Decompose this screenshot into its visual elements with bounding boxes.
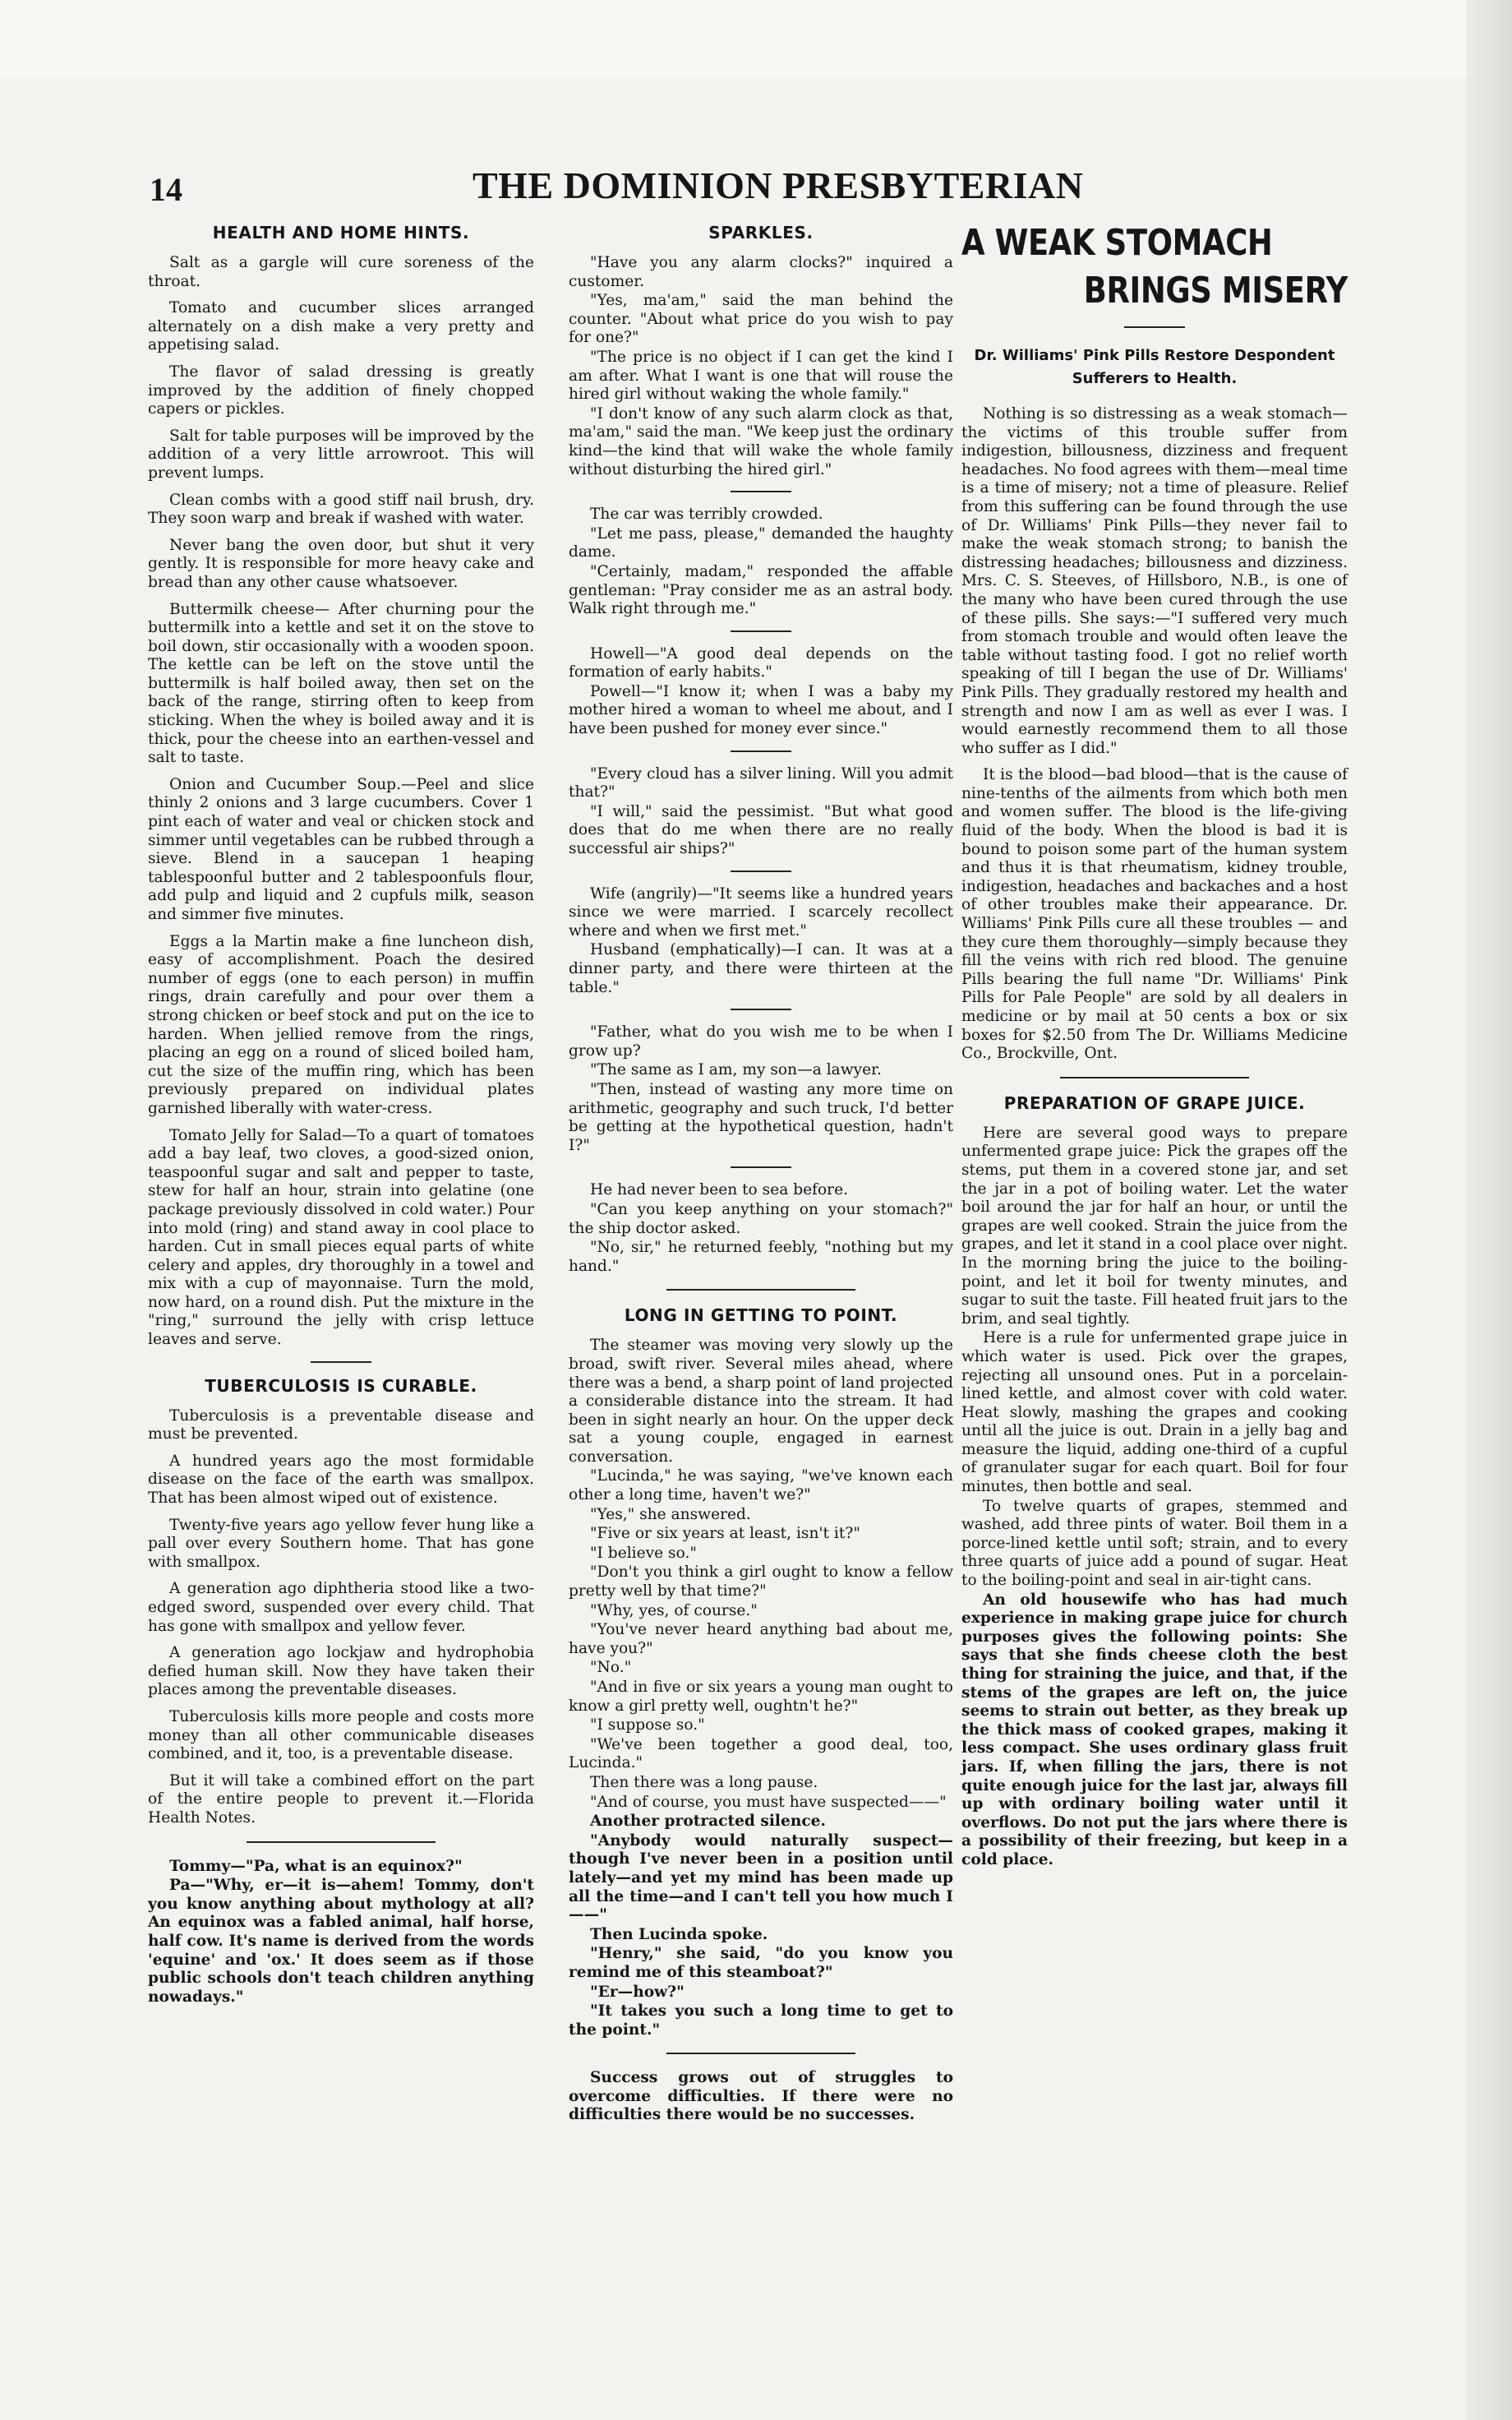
story-line: Then Lucinda spoke. — [590, 1925, 768, 1943]
tb-paragraph: Tuberculosis is a preventable disease and must be prevented. — [148, 1406, 534, 1443]
health-hint: Buttermilk cheese— After churning pour the buttermilk into a kettle and set it on the stove to boil down, stir occasionally with a wooden spoon. The kettle can be left on the stove until the buttermilk is half boiled away, then set on the back of the range, stirring often to keep from sticking. When the whey is boiled away and it is thick, pour the cheese into an earthen-vessel and salt to taste. — [148, 600, 534, 767]
joke-line: The car was terribly crowded. — [590, 506, 823, 524]
divider — [1124, 326, 1185, 328]
grape-paragraph: To twelve quarts of grapes, stemmed and washed, add three pints of water. Boil them in a porce-lined kettle until soft; strain, and to every three quarts of juice add a pound of sugar. Heat to the boiling-point and seal in air-tight cans. — [961, 1497, 1348, 1590]
health-hint: Never bang the oven door, but shut it very gently. It is responsible for more heavy cake and bread than any other cause whatsoever. — [148, 536, 534, 591]
long-in-getting-title: LONG IN GETTING TO POINT. — [624, 1305, 898, 1326]
divider — [666, 1289, 855, 1291]
sparkles-title: SPARKLES. — [708, 223, 814, 242]
tb-paragraph: A generation ago diphtheria stood like a two-edged sword, suspended over every child. That has gone with smallpox and yellow fever. — [148, 1580, 534, 1635]
health-hint: Salt as a gargle will cure soreness of the throat. — [148, 254, 534, 290]
joke-line: "Yes, ma'am," said the man behind the counter. "About what price do you wish to pay for one?" — [569, 292, 953, 347]
joke-line: Husband (emphatically)—I can. It was at a dinner party, and there were thirteen at the table." — [569, 941, 953, 996]
ad-headline-line-1: A WEAK STOMACH — [961, 222, 1273, 264]
story-line: "No." — [590, 1659, 632, 1677]
tuberculosis-title: TUBERCULOSIS IS CURABLE. — [205, 1375, 477, 1396]
tb-paragraph: But it will take a combined effort on the part of the entire people to prevent it.—Florida Health Notes. — [148, 1771, 534, 1827]
story-line: "Er—how?" — [590, 1983, 685, 2001]
divider — [731, 491, 791, 492]
story-line: Another protracted silence. — [590, 1813, 826, 1831]
story-line: "Henry," she said, "do you know you remind me of this steamboat?" — [569, 1945, 953, 1981]
story-line: "I suppose so." — [590, 1716, 705, 1734]
divider — [247, 1841, 436, 1843]
newspaper-page — [148, 160, 1348, 2314]
health-hint: Eggs a la Martin make a fine luncheon dish, easy of accomplishment. Poach the desired number of eggs (one to each person) in muffin rings, drain carefully and pour over them a strong chicken or beef stock and put on the ice to harden. When jellied remove from the rings, placing an egg on a round of sliced boiled ham, cut the size of the muffin ring, which has been previously prepared on individual plates garnished liberally with water-cress. — [148, 932, 534, 1117]
divider — [731, 630, 791, 632]
success-quote: Success grows out of struggles to overcome difficulties. If there were no difficulties there would be no successes. — [569, 2069, 953, 2124]
top-margin — [0, 0, 1512, 78]
joke-line: "I don't know of any such alarm clock as that, ma'am," said the man. "We keep just the ordinary kind—the kind that will wake the whole family without disturbing the hired girl." — [569, 404, 953, 478]
column-1 — [148, 219, 534, 2015]
grape-paragraph: An old housewife who has had much experience in making grape juice for church purposes gives the following points: She says that she finds cheese cloth the best thing for straining the juice, and that, if the stems of the grapes are left on, the juice seems to strain out better, as they break up the thick mass of cooked grapes, making it less compact. She uses ordinary glass fruit jars. If, when filling the jars, there is not quite enough juice for the last jar, always fill up with ordinary boiling water until it overflows. Do not put the jars where there is a possibility of their freezing, but keep in a cold place. — [961, 1591, 1348, 1868]
divider — [731, 871, 791, 872]
health-hint: Onion and Cucumber Soup.—Peel and slice thinly 2 onions and 3 large cucumbers. Cover 1 pint each of water and veal or chicken stock and simmer until vegetables can be rubbed through a sieve. Blend in a saucepan 1 heaping tablespoonful butter and 2 tablespoonfuls flour, add pulp and liquid and 2 cupfuls milk, season and simmer five minutes. — [148, 775, 534, 923]
grape-juice-title: PREPARATION OF GRAPE JUICE. — [1003, 1092, 1306, 1113]
joke-line: "Then, instead of wasting any more time on arithmetic, geography and such truck, I'd better be getting at the hypothetical question, hadn't I?" — [569, 1080, 953, 1154]
tb-paragraph: Tuberculosis kills more people and costs more money than all other communicable diseases combined, and it, too, is a preventable disease. — [148, 1707, 534, 1763]
masthead: THE DOMINION PRESBYTERIAN — [472, 164, 1084, 206]
joke-line: "Every cloud has a silver lining. Will you admit that?" — [569, 764, 953, 801]
page-number: 14 — [150, 171, 182, 208]
ad-paragraph: It is the blood—bad blood—that is the cause of nine-tenths of the ailments from which both men and women suffer. The blood is the life-giving fluid of the body. When the blood is bad it is bound to poison some part of the human system and thus it is that rheumatism, kidney trouble, indigestion, headaches and backaches and a host of other troubles make their appearance. Dr. Williams' Pink Pills cure all these troubles — and they cure them thoroughly—simply because they fill the veins with rich red blood. The genuine Pills bearing the full name "Dr. Williams' Pink Pills for Pale People" are sold by all dealers in medicine or by mail at 50 cents a box or six boxes for $2.50 from The Dr. Williams Medicine Co., Brockville, Ont. — [961, 766, 1348, 1063]
story-line: "And of course, you must have suspected——" — [590, 1793, 947, 1811]
divider — [311, 1361, 371, 1363]
story-line: "Lucinda," he was saying, "we've known each other a long time, haven't we?" — [569, 1467, 953, 1504]
grape-paragraph: Here are several good ways to prepare unfermented grape juice: Pick the grapes off the stems, put them in a covered stone jar, and set the jar in a pot of boiling water. Let the water boil around the jar for half an hour, or until the grapes are well cooked. Strain the juice from the grapes, and let it stand in a cool place over night. In the morning bring the juice to the boiling-point, and let it boil for twenty minutes, and sugar to suit the taste. Fill heated fruit jars to the brim, and seal tightly. — [961, 1124, 1348, 1328]
ad-paragraph: Nothing is so distressing as a weak stomach—the victims of this trouble suffer from indigestion, billousness, dizziness and frequent headaches. No food agrees with them—meal time is a time of misery; not a time of pleasure. Relief from this suffering can be found through the use of Dr. Williams' Pink Pills—they never fail to make the weak stomach strong; to banish the distressing headaches; billousness and dizziness. Mrs. C. S. Steeves, of Hillsboro, N.B., is one of the many who have been cured through the use of these pills. She says:—"I suffered very much from stomach trouble and would often leave the table without tasting food. I got no relief worth speaking of till I began the use of Dr. Williams' Pink Pills. They gradually restored my health and strength and now I am as well as ever I was. I would earnestly recommend them to all those who suffer as I did." — [961, 405, 1348, 757]
story-line: "It takes you such a long time to get to the point." — [569, 2002, 953, 2039]
ad-subheadline: Dr. Williams' Pink Pills Restore Despondent Sufferers to Health. — [974, 347, 1335, 387]
joke-line: "No, sir," he returned feebly, "nothing but my hand." — [569, 1239, 953, 1275]
joke-line: Powell—"I know it; when I was a baby my mother hired a woman to wheel me about, and I have been pushed for money ever since." — [569, 682, 953, 738]
divider — [731, 1166, 791, 1168]
joke-line: He had never been to sea before. — [590, 1181, 848, 1199]
health-hint: Tomato Jelly for Salad—To a quart of tomatoes add a bay leaf, two cloves, a good-sized onion, teaspoonful sugar and salt and pepper to taste, stew for half an hour, strain into gelatine (one package previously dissolved in cold water.) Pour into mold (ring) and stand away in cool place to harden. Cut in small pieces equal parts of white celery and apples, dry thoroughly in a towel and mix with a cup of mayonnaise. Turn the mold, now hard, on a round dish. Put the mixture in the "ring," surround the jelly with crisp lettuce leaves and serve. — [148, 1126, 534, 1349]
story-line: Then there was a long pause. — [590, 1773, 818, 1791]
story-line: "And in five or six years a young man ought to know a girl pretty well, oughtn't he?" — [569, 1679, 953, 1715]
story-line: "You've never heard anything bad about me, have you?" — [569, 1621, 953, 1657]
tommy-joke: Tommy—"Pa, what is an equinox?" — [169, 1857, 463, 1875]
tb-paragraph: A generation ago lockjaw and hydrophobia defied human skill. Now they have taken their places among the preventable diseases. — [148, 1644, 534, 1699]
joke-line: "Can you keep anything on your stomach?" the ship doctor asked. — [569, 1200, 953, 1237]
health-hints-title: HEALTH AND HOME HINTS. — [212, 223, 470, 242]
story-line: "Don't you think a girl ought to know a fellow pretty well by that time?" — [569, 1563, 953, 1600]
page-edge-shadow — [1466, 0, 1512, 2420]
story-line: "Five or six years at least, isn't it?" — [590, 1525, 860, 1543]
column-3 — [961, 219, 1348, 1878]
joke-line: "I will," said the pessimist. "But what good does that do me when there are no really successful air ships?" — [569, 802, 953, 858]
divider — [731, 750, 791, 752]
joke-line: "The same as I am, my son—a lawyer. — [590, 1061, 882, 1079]
story-line: "Yes," she answered. — [590, 1505, 751, 1523]
joke-line: "Have you any alarm clocks?" inquired a customer. — [569, 254, 953, 290]
joke-line: Howell—"A good deal depends on the formation of early habits." — [569, 644, 953, 681]
story-line: "We've been together a good deal, too, Lucinda." — [569, 1735, 953, 1772]
divider — [1060, 1077, 1249, 1078]
divider — [731, 1009, 791, 1010]
joke-line: "Let me pass, please," demanded the haughty dame. — [569, 524, 953, 561]
joke-line: "The price is no object if I can get the kind I am after. What I want is one that will rouse the hired girl without waking the whole family." — [569, 348, 953, 404]
joke-line: "Father, what do you wish me to be when I grow up? — [569, 1023, 953, 1060]
story-line: "I believe so." — [590, 1544, 697, 1562]
grape-paragraph: Here is a rule for unfermented grape juice in which water is used. Pick over the grapes, rejecting all unsound ones. Put in a porcelain-lined kettle, and almost cover with cold water. Heat slowly, mashing the grapes and cooking until all the juice is out. Drain in a jelly bag and measure the liquid, adding one-third of a cupful of granulater sugar for each quart. Boil for four minutes, then bottle and seal. — [961, 1329, 1348, 1496]
tommy-joke: Pa—"Why, er—it is—ahem! Tommy, don't you know anything about mythology at all? An equinox was a fabled animal, half horse, half cow. It's name is derived from the words 'equine' and 'ox.' It does seem as if those public schools don't teach children anything nowadays." — [148, 1877, 534, 2006]
joke-line: "Certainly, madam," responded the affable gentleman: "Pray consider me as an astral body. Walk right through me." — [569, 562, 953, 618]
story-line: The steamer was moving very slowly up the broad, swift river. Several miles ahead, where there was a bend, a sharp point of land projected a considerable distance into the stream. It had been in sight nearly an hour. On the upper deck sat a young couple, engaged in earnest conversation. — [569, 1337, 953, 1466]
tb-paragraph: Twenty-five years ago yellow fever hung like a pall over every Southern home. That has gone with smallpox. — [148, 1516, 534, 1571]
divider — [666, 2053, 855, 2054]
story-line: "Why, yes, of course." — [590, 1601, 758, 1619]
joke-line: Wife (angrily)—"It seems like a hundred years since we were married. I scarcely recollect where and when we first met." — [569, 884, 953, 940]
ad-headline-line-2: BRINGS MISERY — [1083, 270, 1348, 312]
story-line: "Anybody would naturally suspect—though I've never been in a position until lately—and yet my mind has been made up all the time—and I can't tell you how much I——" — [569, 1831, 953, 1924]
health-hint: Tomato and cucumber slices arranged alternately on a dish make a very pretty and appetising salad. — [148, 299, 534, 354]
health-hint: Salt for table purposes will be improved by the addition of a very little arrowroot. This will prevent lumps. — [148, 427, 534, 482]
column-2 — [569, 219, 953, 2133]
tb-paragraph: A hundred years ago the most formidable disease on the face of the earth was smallpox. That has been almost wiped out of existence. — [148, 1452, 534, 1508]
health-hint: The flavor of salad dressing is greatly improved by the addition of finely chopped capers or pickles. — [148, 363, 534, 418]
health-hint: Clean combs with a good stiff nail brush, dry. They soon warp and break if washed with water. — [148, 491, 534, 528]
page-header — [148, 160, 1348, 218]
